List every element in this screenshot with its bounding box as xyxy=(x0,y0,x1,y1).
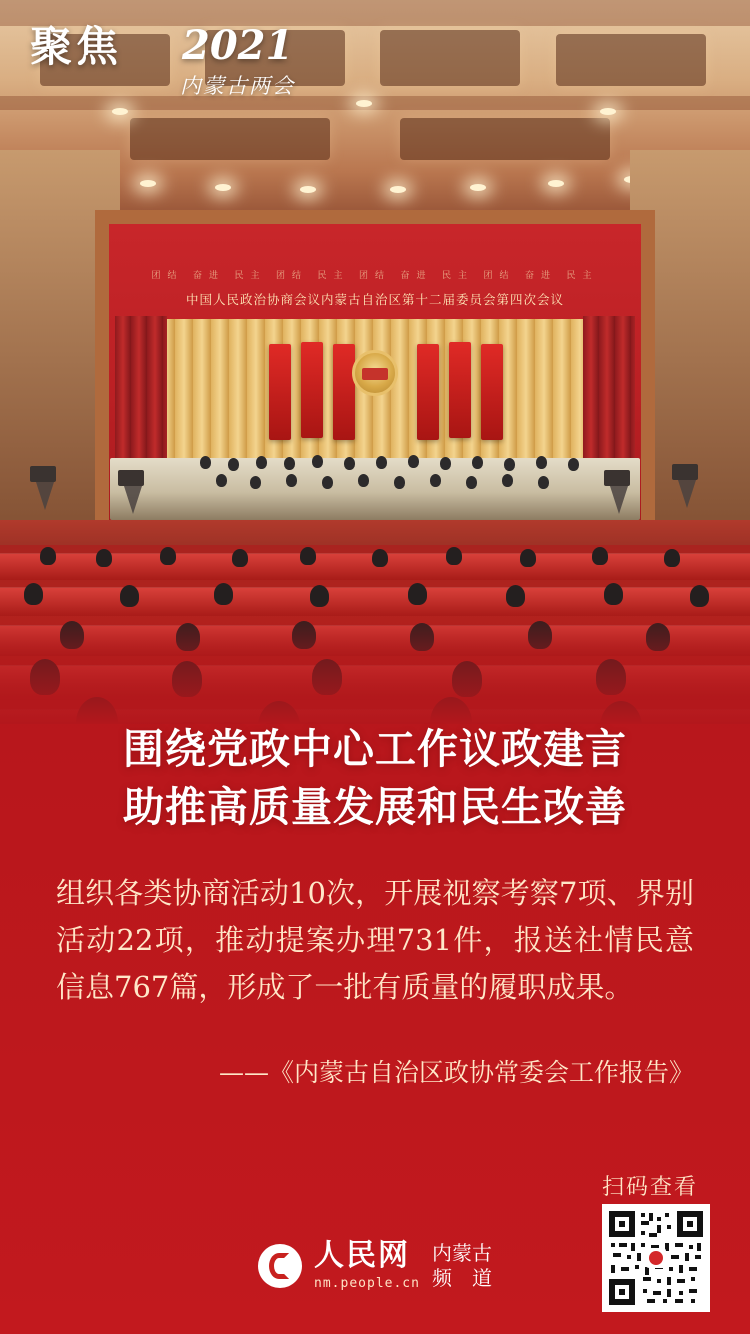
headline-line-2: 助推高质量发展和民生改善 xyxy=(123,783,627,832)
logo-year: 2021 xyxy=(182,22,294,69)
people-cn-logo-icon xyxy=(258,1244,302,1288)
stage-banner-title: 中国人民政治协商会议内蒙古自治区第十二届委员会第四次会议 xyxy=(185,292,564,307)
logo-main-text: 聚焦 xyxy=(30,22,123,71)
brand-region-line-2: 频 道 xyxy=(431,1265,492,1290)
campaign-logo xyxy=(30,22,330,112)
brand-text-group xyxy=(314,1238,420,1291)
brand-domain: nm.people.cn xyxy=(314,1276,420,1291)
body-paragraph: 组织各类协商活动10次，开展视察考察7项、界别活动22项，推动提案办理731件，报送社情民意信息767篇，形成了一批有质量的履职成果。 xyxy=(56,876,694,1005)
brand-region xyxy=(432,1241,492,1290)
photo-bottom-fade xyxy=(0,604,750,724)
logo-subtitle: 内蒙古两会 xyxy=(180,74,295,98)
rostrum-table xyxy=(110,458,640,520)
footer-brand[interactable] xyxy=(0,1238,750,1291)
source-attribution: ——《内蒙古自治区政协常委会工作报告》 xyxy=(218,1058,694,1088)
stage-banner-top: 团结 奋进 民主 团结 民主 团结 奋进 民主 团结 奋进 民主 xyxy=(151,270,599,280)
headline-line-1: 围绕党政中心工作议政建言 xyxy=(123,725,627,773)
brand-region-line-1: 内蒙古 xyxy=(431,1241,492,1266)
qr-label: 扫码查看 xyxy=(601,1175,698,1200)
cppcc-emblem xyxy=(352,350,398,396)
brand-name-cn: 人民网 xyxy=(314,1238,411,1273)
content-block xyxy=(0,720,750,1089)
